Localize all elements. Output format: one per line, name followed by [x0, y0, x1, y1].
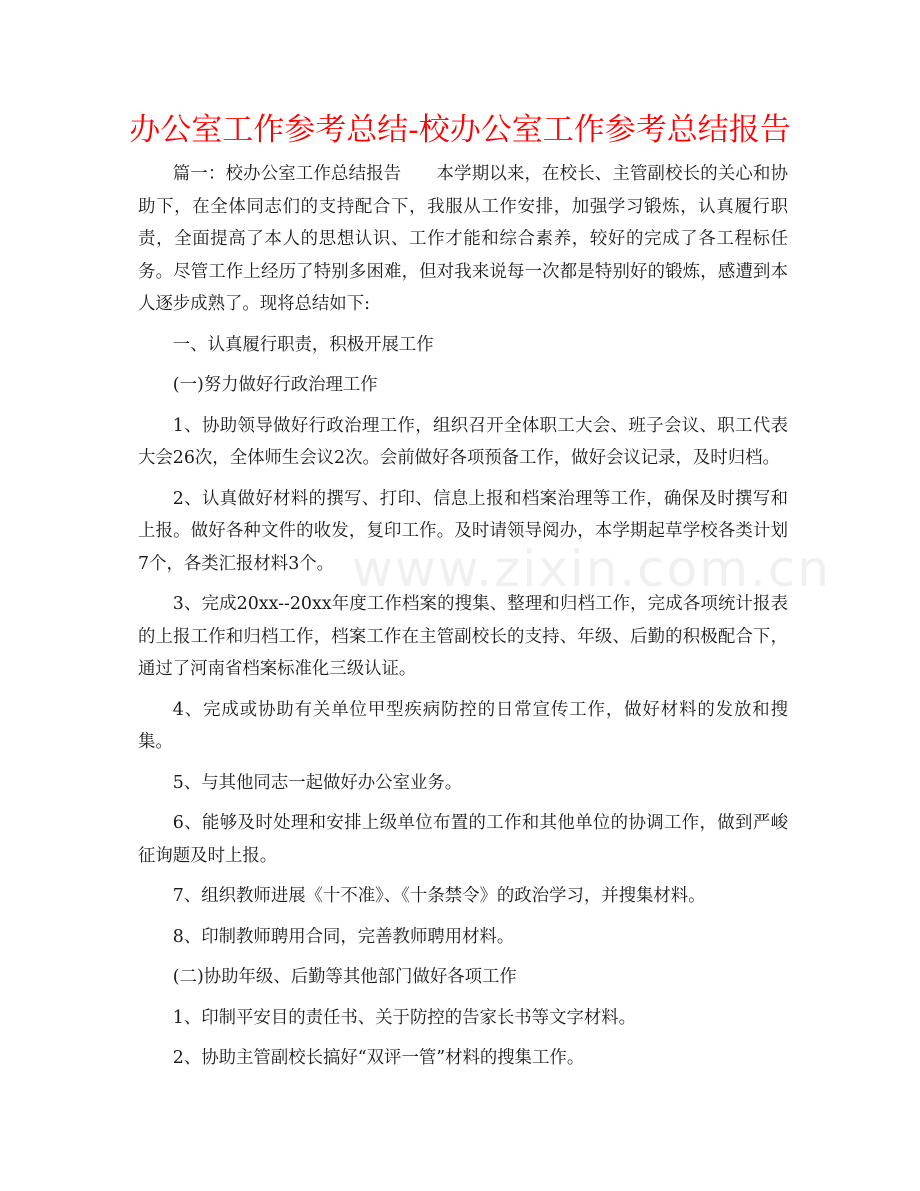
list-item: 8、印制教师聘用合同，完善教师聘用材料。 — [172, 926, 515, 947]
heading-subsection-2: (二)协助年级、后勤等其他部门做好各项工作 — [172, 967, 517, 987]
document-title: 办公室工作参考总结-校办公室工作参考总结报告 — [129, 112, 791, 148]
list-item: 1、印制平安目的责任书、关于防控的告家长书等文字材料。 — [172, 1007, 637, 1028]
list-item: 2、认真做好材料的撰写、打印、信息上报和档案治理等工作，确保及时撰写和上报。做好各种文件的收发，复印工作。及时请领导阅办，本学期起草学校各类计划7个，各类汇报材料3个。 — [138, 488, 788, 574]
heading-section-1: 一、认真履行职责，积极开展工作 — [172, 334, 434, 355]
list-item: 2、协助主管副校长搞好“双评一管”材料的搜集工作。 — [172, 1048, 585, 1068]
paragraph-intro: 篇一：校办公室工作总结报告 本学期以来，在校长、主管副校长的关心和协助下，在全体同志们的支持配合下，我服从工作安排，加强学习锻炼，认真履行职责，全面提高了本人的思想认识、工作才能和综合素养，较好的完成了各工程标任务。尽管工作上经历了特别多困难，但对我来说每一次都是特别好的锻炼，感遭到本人逐步成熟了。现将总结如下: — [138, 164, 788, 314]
list-item: 7、组织教师进展《十不准》、《十条禁令》的政治学习，并搜集材料。 — [172, 886, 706, 906]
list-item: 1、协助领导做好行政治理工作，组织召开全体职工大会、班子会议、职工代表大会26次，全体师生会议2次。会前做好各项预备工作，做好会议记录，及时归档。 — [138, 415, 788, 468]
document-body — [138, 158, 788, 1075]
list-item: 6、能够及时处理和安排上级单位布置的工作和其他单位的协调工作，做到严峻征询题及时上报。 — [138, 813, 788, 866]
list-item: 4、完成或协助有关单位甲型疾病防控的日常宣传工作，做好材料的发放和搜集。 — [138, 699, 788, 752]
list-item: 3、完成20xx--20xx年度工作档案的搜集、整理和归档工作，完成各项统计报表的上报工作和归档工作，档案工作在主管副校长的支持、年级、后勤的积极配合下，通过了河南省档案标准化三级认证。 — [138, 594, 788, 679]
heading-subsection-1: (一)努力做好行政治理工作 — [172, 375, 378, 395]
list-item: 5、与其他同志一起做好办公室业务。 — [172, 772, 463, 793]
watermark: www.zixin.com.cn — [352, 540, 832, 598]
